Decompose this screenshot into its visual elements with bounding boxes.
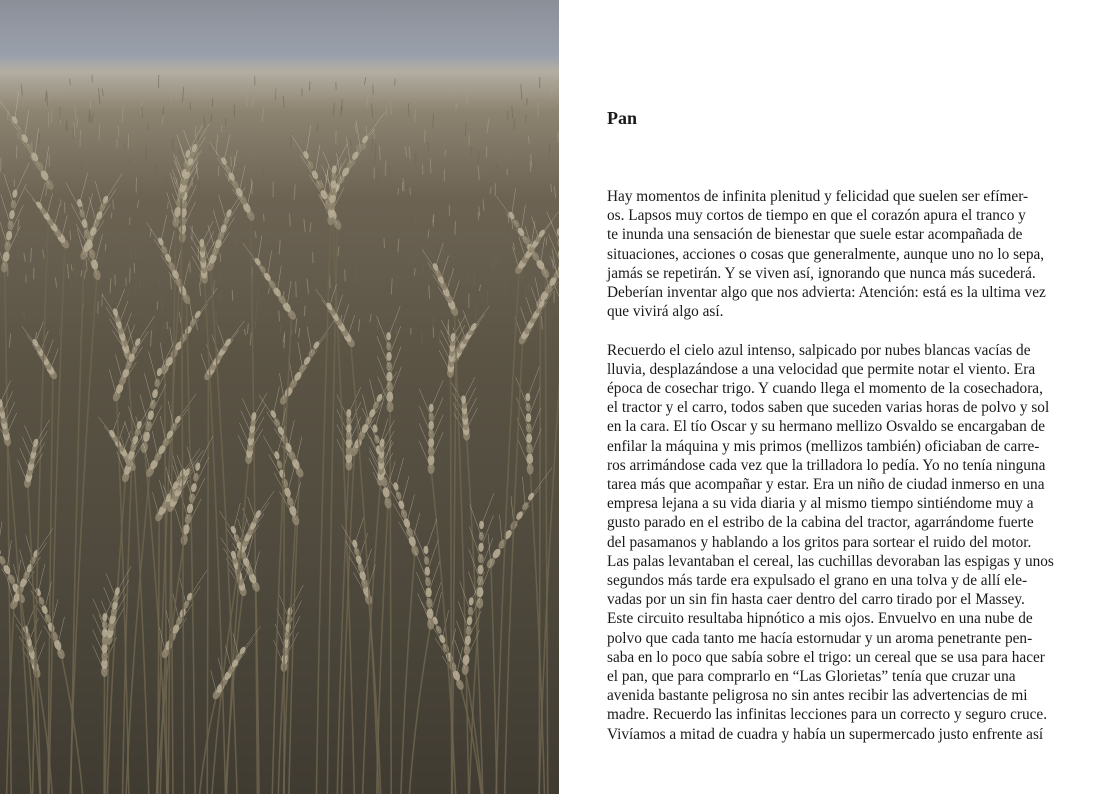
text-line: vadas por un sin fin hasta caer dentro del carro tirado por el Massey. xyxy=(607,591,1025,609)
text-line: avenida bastante peligrosa no sin antes recibir las advertencias de mi xyxy=(607,687,1028,705)
text-line: tarea más que acompañar y estar. Era un niño de ciudad inmerso en una xyxy=(607,476,1045,494)
wheat-stalk xyxy=(102,289,148,794)
text-line: época de cosechar trigo. Y cuando llega el momento de la cosechadora, xyxy=(607,380,1043,398)
wheat-stalk xyxy=(203,187,246,794)
wheat-stalk xyxy=(263,427,300,794)
text-line: te inunda una sensación de bienestar que suele estar acompañada de xyxy=(607,226,1023,244)
text-line: os. Lapsos muy cortos de tiempo en que el corazón apura el tranco y xyxy=(607,207,1026,225)
page-title: Pan xyxy=(607,108,638,128)
text-line: ros arrimándose cada vez que la trilladora lo pedía. Yo no tenía ninguna xyxy=(607,456,1046,474)
wheat-stalk xyxy=(109,316,154,794)
text-line: el tractor y el carro, todos saben que suceden varias horas de polvo y sol xyxy=(607,399,1050,417)
text-line: Este circuito resultaba hipnótico a mis ojos. Envuelvo en una nube de xyxy=(607,610,1033,628)
text-line: Deberían inventar algo que nos advierta: Atención: está es la ultima vez xyxy=(607,284,1046,302)
text-line: el pan, que para comprarlo en “Las Glorietas” tenía que cruzar una xyxy=(607,668,1016,686)
text-line: enfilar la máquina y mis primos (mellizos también) oficiaban de carre- xyxy=(607,437,1040,455)
text-line: Hay momentos de infinita plenitud y felicidad que suelen ser efímer- xyxy=(607,188,1029,205)
wheat-stalk xyxy=(376,306,401,794)
wheat-field-photo xyxy=(0,0,559,794)
text-line: polvo que cada tanto me hacía estornudar y un aroma penetrante pen- xyxy=(607,629,1033,647)
text-line: madre. Recuerdo las infinitas lecciones para un correcto y seguro cruce. xyxy=(607,706,1048,724)
text-line: Recuerdo el cielo azul intenso, salpicado por nubes blancas vacías de xyxy=(607,341,1031,359)
text-line: segundos más tarde era expulsado el grano en una tolva y de allí ele- xyxy=(607,572,1028,590)
text-line: gusto parado en el estribo de la cabina del tractor, agarrándome fuerte xyxy=(607,514,1034,532)
wheat-stalk xyxy=(243,236,298,794)
text-line: lluvia, desplazándose a una velocidad que permite notar el viento. Era xyxy=(607,360,1036,378)
text-line: empresa lejana a su vida diaria y al mismo tiempo sintiéndome muy a xyxy=(607,495,1034,513)
wheat-stalk xyxy=(226,393,267,794)
text-line: que vivirá algo así. xyxy=(607,303,724,321)
text-line: jamás se repetirán. Y se viven así, ignorando que nunca más sucederá. xyxy=(607,264,1036,282)
paragraph xyxy=(607,341,1077,744)
wheat-stalk xyxy=(485,467,552,794)
text-line: Las palas levantaban el cereal, las cuchillas devoraban las espigas y unos xyxy=(607,552,1054,570)
wheat-stalk xyxy=(291,125,343,794)
text-line: del pasamanos y hablando a los gritos para sortear el ruido del motor. xyxy=(607,533,1032,551)
text-line: situaciones, acciones o cosas que generalmente, aunque uno no lo sepa, xyxy=(607,245,1045,263)
wheat-field-illustration xyxy=(0,0,559,794)
body-text xyxy=(607,187,1077,763)
text-page xyxy=(559,0,1119,794)
wheat-stalk xyxy=(422,243,469,794)
wheat-stalk xyxy=(25,183,71,794)
text-line: en la cara. El tío Oscar y su hermano mellizo Osvaldo se encargaban de xyxy=(607,418,1046,436)
text-line: saba en lo poco que sabía sobre el trigo: un cereal que se usa para hacer xyxy=(607,648,1045,666)
text-line: Vivíamos a mitad de cuadra y había un supermercado justo enfrente así xyxy=(607,725,1044,743)
wheat-stalk xyxy=(259,387,305,794)
paragraph xyxy=(607,187,1077,321)
